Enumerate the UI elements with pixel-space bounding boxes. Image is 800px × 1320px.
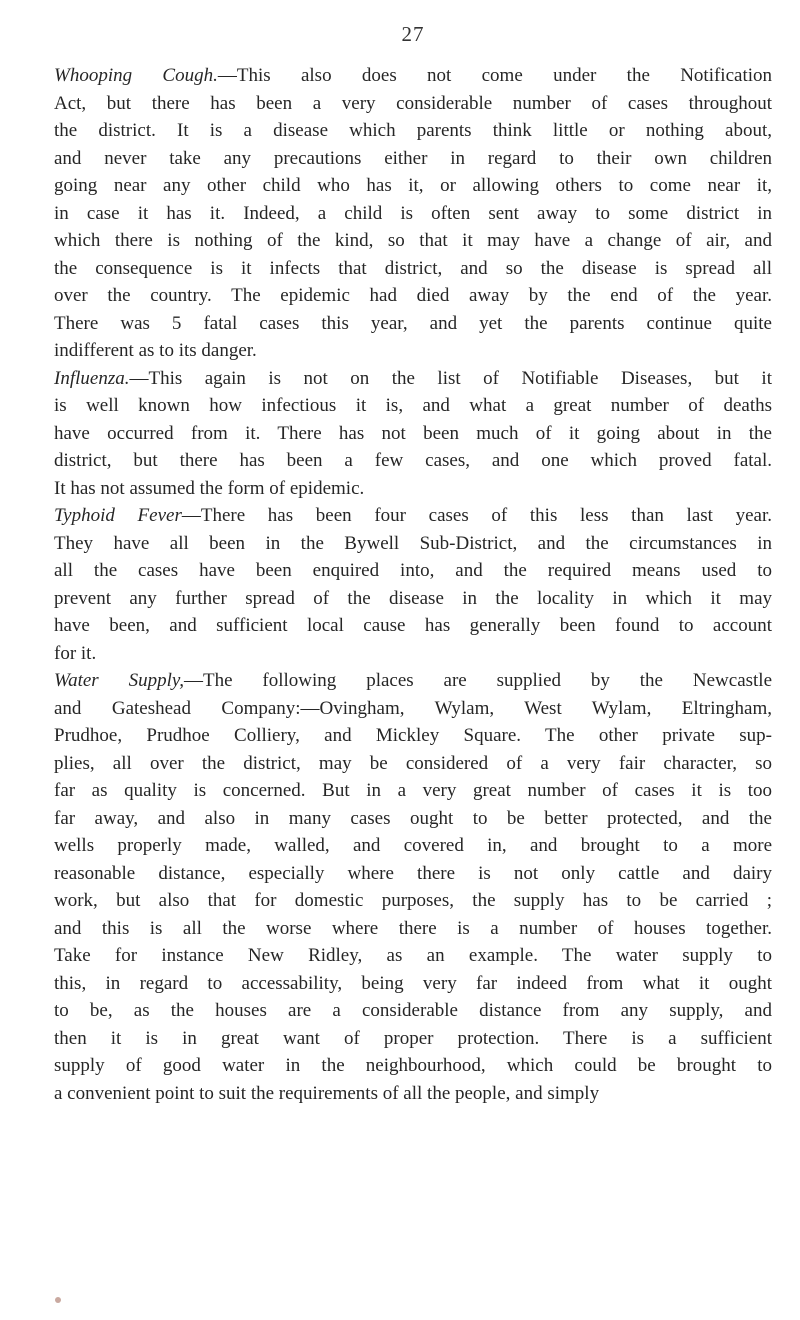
- line-text: supply of good water in the neighbourhood, which could be brought to: [54, 1055, 772, 1076]
- line-text: which there is nothing of the kind, so that it may have a change of air, and: [54, 230, 772, 251]
- text-line: [54, 942, 772, 970]
- paragraph-typhoid-fever: [54, 502, 772, 667]
- line-text: Act, but there has been a very considerable number of cases throughout: [54, 92, 772, 114]
- line-text: far away, and also in many cases ought to be better protected, and the: [54, 807, 772, 829]
- text-line: [54, 860, 772, 888]
- text-line: [54, 117, 772, 145]
- text-line: [54, 420, 772, 448]
- text-line: [54, 722, 772, 750]
- line-text: There was 5 fatal cases this year, and yet the parents continue quite: [54, 312, 772, 334]
- line-text: They have all been in the Bywell Sub-District, and the circumstances in: [54, 532, 772, 554]
- line-text: indifferent as to its danger.: [54, 340, 257, 361]
- text-line: [54, 530, 772, 558]
- text-line: [54, 502, 772, 530]
- text-line: [54, 1052, 772, 1080]
- line-text: all the cases have been enquired into, and the required means used to: [54, 560, 772, 581]
- line-text: far as quality is concerned. But in a very great number of cases it is too: [54, 780, 772, 801]
- text-line: [54, 447, 772, 475]
- text-line: [54, 145, 772, 173]
- text-line: [54, 612, 772, 640]
- text-line: [54, 337, 772, 365]
- text-line: [54, 997, 772, 1025]
- page-number: 27: [401, 22, 425, 46]
- text-line: [54, 392, 772, 420]
- section-heading: Water Supply,: [54, 670, 184, 691]
- text-line: [54, 282, 772, 310]
- line-text: It has not assumed the form of epidemic.: [54, 477, 365, 499]
- body-text: [54, 62, 772, 1107]
- text-line: [54, 200, 772, 228]
- line-text: to be, as the houses are a considerable distance from any supply, and: [54, 1000, 772, 1021]
- line-text: the district. It is a disease which parents think little or nothing about,: [54, 120, 772, 141]
- section-heading: Typhoid Fever: [54, 505, 182, 526]
- line-text: this, in regard to accessability, being very far indeed from what it ought: [54, 972, 772, 994]
- ink-spot: [55, 1297, 61, 1303]
- text-line: [54, 310, 772, 338]
- line-text: Take for instance New Ridley, as an example. The water supply to: [54, 945, 772, 966]
- line-text: and never take any precautions either in regard to their own children: [54, 147, 772, 169]
- line-text: —There has been four cases of this less than last year.: [181, 505, 772, 526]
- text-line: [54, 90, 772, 118]
- line-text: over the country. The epidemic had died away by the end of the year.: [54, 285, 772, 306]
- text-line: [54, 475, 772, 503]
- line-text: reasonable distance, especially where there is not only cattle and dairy: [54, 862, 772, 884]
- paragraph-water-supply: [54, 667, 772, 1107]
- text-line: [54, 667, 772, 695]
- line-text: in case it has it. Indeed, a child is often sent away to some district in: [54, 202, 772, 224]
- line-text: have been, and sufficient local cause has generally been found to account: [54, 615, 772, 636]
- text-line: [54, 1080, 772, 1108]
- text-line: [54, 255, 772, 283]
- section-heading: Whooping Cough.: [54, 65, 218, 86]
- paragraph-whooping-cough: [54, 62, 772, 365]
- line-text: for it.: [54, 642, 97, 664]
- text-line: [54, 805, 772, 833]
- text-line: [54, 887, 772, 915]
- line-text: —This again is not on the list of Notifiable Diseases, but it: [129, 367, 772, 389]
- text-line: [54, 1025, 772, 1053]
- line-text: a convenient point to suit the requirements of all the people, and simply: [54, 1082, 600, 1104]
- line-text: —The following places are supplied by the Newcastle: [184, 670, 773, 691]
- text-line: [54, 915, 772, 943]
- text-line: [54, 172, 772, 200]
- line-text: have occurred from it. There has not been much of it going about in the: [54, 422, 772, 444]
- line-text: work, but also that for domestic purposes, the supply has to be carried ;: [54, 890, 772, 911]
- line-text: going near any other child who has it, or allowing others to come near it,: [54, 175, 772, 196]
- line-text: district, but there has been a few cases, and one which proved fatal.: [54, 450, 772, 471]
- text-line: [54, 777, 772, 805]
- text-line: [54, 585, 772, 613]
- line-text: Prudhoe, Prudhoe Colliery, and Mickley Square. The other private sup-: [54, 725, 772, 746]
- text-line: [54, 62, 772, 90]
- text-line: [54, 640, 772, 668]
- text-line: [54, 970, 772, 998]
- line-text: is well known how infectious it is, and what a great number of deaths: [54, 395, 772, 416]
- text-line: [54, 365, 772, 393]
- text-line: [54, 750, 772, 778]
- line-text: plies, all over the district, may be considered of a very fair character, so: [54, 752, 772, 774]
- text-line: [54, 227, 772, 255]
- section-heading: Influenza.: [54, 367, 130, 389]
- line-text: and Gateshead Company:—Ovingham, Wylam, West Wylam, Eltringham,: [54, 697, 772, 719]
- text-line: [54, 832, 772, 860]
- text-line: [54, 695, 772, 723]
- line-text: then it is in great want of proper protection. There is a sufficient: [54, 1027, 772, 1049]
- line-text: wells properly made, walled, and covered in, and brought to a more: [54, 835, 772, 856]
- line-text: —This also does not come under the Notification: [217, 65, 773, 86]
- line-text: prevent any further spread of the disease in the locality in which it may: [54, 587, 772, 609]
- line-text: and this is all the worse where there is a number of houses together.: [54, 917, 772, 939]
- line-text: the consequence is it infects that district, and so the disease is spread all: [54, 257, 772, 279]
- paragraph-influenza: [54, 365, 772, 503]
- text-line: [54, 557, 772, 585]
